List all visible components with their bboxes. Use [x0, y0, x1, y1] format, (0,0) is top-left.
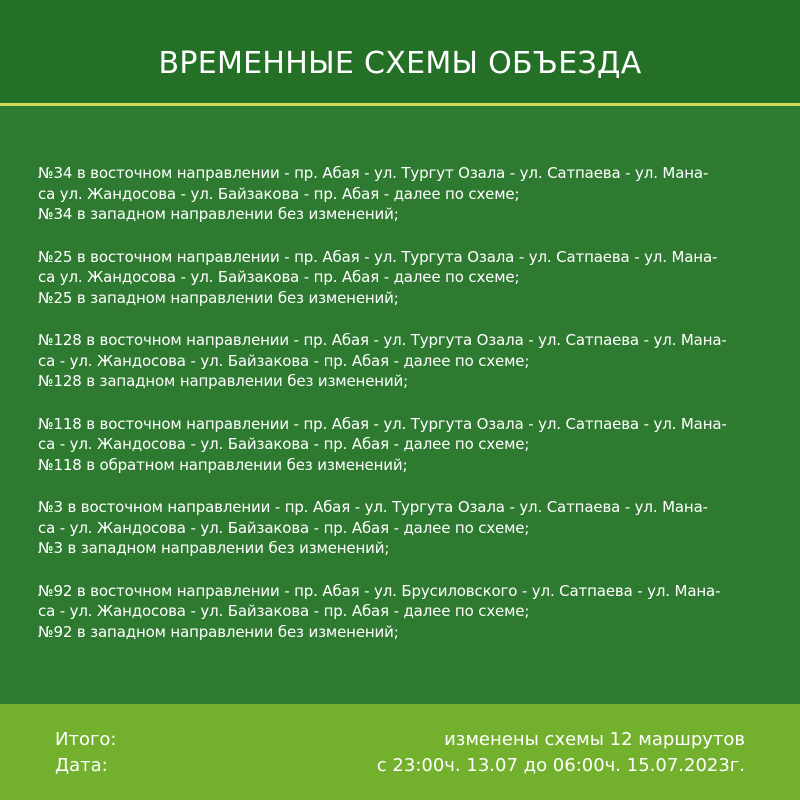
route-line: №3 в восточном направлении - пр. Абая - ул. Тургута Озала - ул. Сатпаева - ул. Мана- [38, 498, 708, 516]
route-item [38, 497, 768, 559]
route-line: са ул. Жандосова - ул. Байзакова - пр. Абая - далее по схеме; [38, 184, 520, 203]
route-line: са - ул. Жандосова - ул. Байзакова - пр. Абая - далее по схеме; [38, 351, 530, 370]
route-item [38, 247, 768, 309]
route-line: №34 в восточном направлении - пр. Абая - ул. Тургут Озала - ул. Сатпаева - ул. Мана- [38, 164, 709, 182]
route-line: №92 в западном направлении без изменений; [38, 622, 399, 641]
total-value: изменены схемы 12 маршрутов [444, 729, 745, 750]
route-line: са ул. Жандосова - ул. Байзакова - пр. Абая - далее по схеме; [38, 268, 520, 286]
route-line: №34 в западном направлении без изменений; [38, 205, 399, 223]
total-label: Итого: [55, 729, 117, 750]
total-row [55, 726, 745, 754]
date-row [55, 752, 745, 780]
page-title: ВРЕМЕННЫЕ СХЕМЫ ОБЪЕЗДА [158, 46, 642, 81]
footer [0, 704, 800, 800]
route-item [38, 330, 768, 392]
route-item [38, 163, 768, 225]
route-line: са - ул. Жандосова - ул. Байзакова - пр. Абая - далее по схеме; [38, 518, 530, 537]
route-line: №118 в обратном направлении без изменений; [38, 455, 408, 474]
route-line: №128 в западном направлении без изменений; [38, 372, 409, 390]
route-line: №92 в восточном направлении - пр. Абая - ул. Брусиловского - ул. Сатпаева - ул. Мана- [38, 581, 721, 600]
header [0, 0, 800, 104]
routes-list [38, 163, 768, 664]
date-label: Дата: [55, 755, 108, 776]
route-line: №128 в восточном направлении - пр. Абая - ул. Тургута Озала - ул. Сатпаева - ул. Мана- [38, 331, 727, 349]
route-item [38, 581, 768, 643]
route-item [38, 414, 768, 476]
route-line: са - ул. Жандосова - ул. Байзакова - пр. Абая - далее по схеме; [38, 602, 530, 620]
date-value: с 23:00ч. 13.07 до 06:00ч. 15.07.2023г. [376, 755, 745, 776]
route-line: №25 в западном направлении без изменений; [38, 288, 399, 307]
route-line: №118 в восточном направлении - пр. Абая - ул. Тургута Озала - ул. Сатпаева - ул. Мана- [38, 414, 727, 433]
route-line: №3 в западном направлении без изменений; [38, 539, 390, 557]
route-line: №25 в восточном направлении - пр. Абая - ул. Тургута Озала - ул. Сатпаева - ул. Мана- [38, 247, 718, 266]
route-line: са - ул. Жандосова - ул. Байзакова - пр. Абая - далее по схеме; [38, 435, 530, 453]
